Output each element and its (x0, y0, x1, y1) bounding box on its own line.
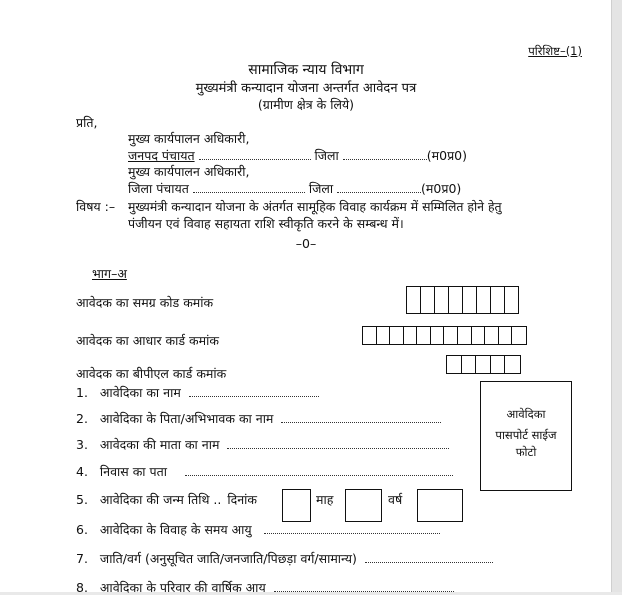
jila-blank-2[interactable] (337, 182, 421, 193)
item-3 (76, 437, 449, 452)
officer-line-2: मुख्य कार्यपालन अधिकारी, (128, 164, 250, 179)
separator: –0– (295, 236, 317, 251)
scrollbar[interactable] (611, 0, 622, 592)
department-heading: सामाजिक न्याय विभाग (248, 62, 364, 78)
year-label: वर्ष (388, 492, 403, 507)
photo-box[interactable] (480, 381, 572, 491)
photo-line-3: फोटो (515, 445, 537, 459)
janpad-blank[interactable] (199, 149, 311, 160)
dob-day-box[interactable] (282, 489, 311, 522)
item-number: 2. (76, 411, 88, 426)
janpad-line (128, 148, 467, 163)
item-label: आवेदिका की जन्म तिथि .. (99, 492, 222, 507)
item-7 (76, 551, 493, 566)
officer-line-1: मुख्य कार्यपालन अधिकारी, (128, 131, 250, 146)
item-label: निवास का पता (99, 464, 167, 479)
item-number: 8. (76, 580, 88, 595)
bpl-label: आवेदक का बीपीएल कार्ड कमांक (76, 366, 227, 381)
samagra-label: आवेदक का समग्र कोड कमांक (76, 295, 214, 310)
dob-year-box[interactable] (417, 489, 463, 522)
name-blank[interactable] (189, 386, 319, 397)
zila-panchayat-line (128, 181, 461, 196)
item-number: 1. (76, 385, 88, 400)
photo-line-2: पासपोर्ट साईज (495, 428, 557, 442)
zila-panchayat-label: जिला पंचायत (128, 181, 189, 196)
mp-label-1: (म0प्र0) (426, 148, 468, 163)
to-label: प्रति, (76, 115, 98, 130)
item-1 (76, 385, 319, 400)
day-label: दिनांक (227, 492, 257, 507)
zila-panchayat-blank[interactable] (193, 182, 305, 193)
item-label: आवेदिका के विवाह के समय आयु (99, 522, 252, 537)
month-label: माह (316, 492, 334, 507)
annexure-label: परिशिष्ट–(1) (528, 44, 582, 58)
dob-month-box[interactable] (345, 489, 382, 522)
form-title: मुख्यमंत्री कन्यादान योजना अन्तर्गत आवेदन पत्र (195, 81, 417, 96)
form-subtitle: (ग्रामीण क्षेत्र के लिये) (257, 97, 355, 112)
bpl-number-grid[interactable] (446, 355, 521, 374)
item-number: 4. (76, 464, 88, 479)
item-4 (76, 464, 453, 479)
aadhar-label: आवेदक का आधार कार्ड कमांक (76, 333, 219, 348)
mother-name-blank[interactable] (227, 438, 449, 449)
age-blank[interactable] (264, 523, 440, 534)
item-2 (76, 411, 441, 426)
father-name-blank[interactable] (281, 412, 441, 423)
item-number: 7. (76, 551, 88, 566)
address-blank[interactable] (185, 465, 453, 476)
subject-label: विषय :– (76, 199, 116, 214)
item-label: आवेदका की माता का नाम (99, 437, 220, 452)
item-number: 3. (76, 437, 88, 452)
item-label: जाति/वर्ग (अनुसूचित जाति/जनजाति/पिछड़ा वर्ग/सामान्य) (99, 551, 357, 566)
item-label: आवेदिका के परिवार की वार्षिक आय (99, 580, 266, 595)
income-blank[interactable] (274, 581, 454, 592)
item-8 (76, 580, 454, 595)
item-number: 5. (76, 492, 88, 507)
janpad-label: जनपद पंचायत (128, 148, 195, 163)
subject-line-2: पंजीयन एवं विवाह सहायता राशि स्वीकृति करने के सम्बन्ध में। (128, 216, 404, 231)
item-5 (76, 492, 257, 507)
jila-label-1: जिला (314, 148, 339, 163)
item-label: आवेदिका का नाम (99, 385, 181, 400)
jila-label-2: जिला (308, 181, 334, 196)
samagra-code-grid[interactable] (406, 286, 519, 314)
mp-label-2: (म0प्र0) (421, 181, 462, 196)
photo-line-1: आवेदिका (506, 407, 546, 421)
item-6 (76, 522, 440, 537)
item-label: आवेदिका के पिता/अभिभावक का नाम (99, 411, 274, 426)
jila-blank-1[interactable] (343, 149, 427, 160)
aadhar-number-grid[interactable] (362, 326, 527, 345)
item-number: 6. (76, 522, 88, 537)
part-a-label: भाग–अ (92, 266, 127, 281)
caste-blank[interactable] (365, 552, 493, 563)
subject-line-1: मुख्यमंत्री कन्यादान योजना के अंतर्गत सामूहिक विवाह कार्यक्रम में सम्मिलित होने हेतु (128, 199, 502, 214)
